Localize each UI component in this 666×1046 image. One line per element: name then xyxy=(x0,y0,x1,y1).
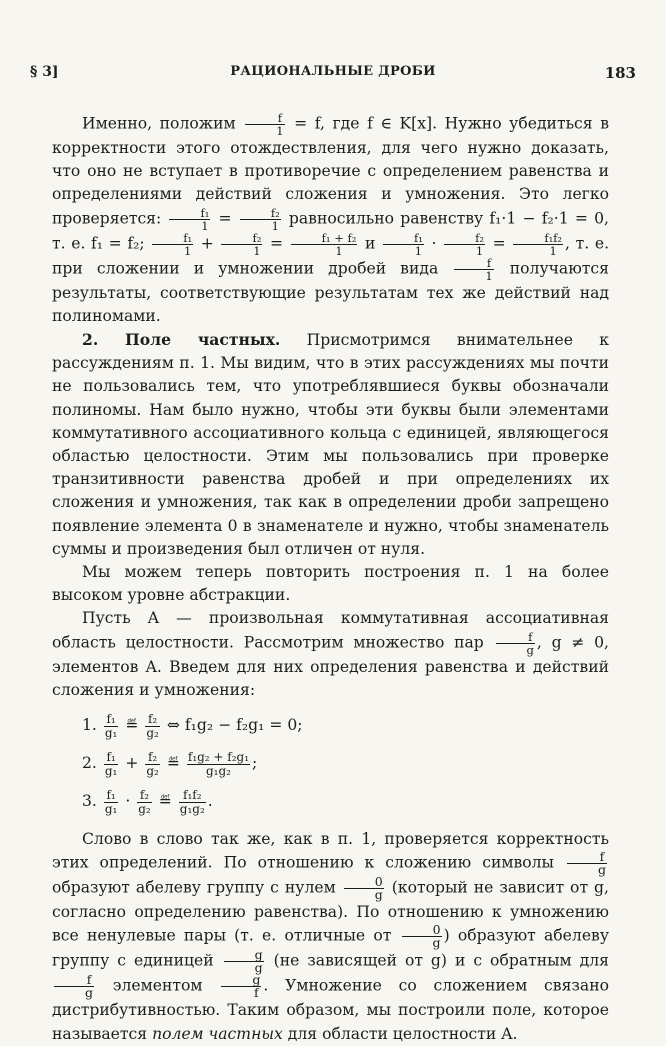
fraction-zero-over-g: $\frac{0}{g}$ xyxy=(402,924,442,949)
fraction-g-over-g: $\frac{g}{g}$ xyxy=(224,949,264,974)
fraction-sum-over-1: $\frac{\text{f₁ + f₂}}{1}$ xyxy=(291,232,358,257)
paragraph-identification: Именно, положим $\frac{f}{1}$ = f, где f ∈ K[x]. Нужно убедиться в корректности этого отождествления, для чего нужно доказать, что оно не вступает в противоречие с определением равенства и определениями действий сложения и умножения. Это легко проверяется: $\frac{\text{f₁}}{1}$ = $\frac{\text{f₂}}{1}$ равносильно равенству f₁·1 − f₂·1 = 0, т. е. f₁ = f₂; $\frac{\text{f₁}}{1}$ + $\frac{\text{f₂}}{1}$ = $\frac{\text{f₁ + f₂}}{1}$ и $\frac{\text{f₁}}{1}$ · $\frac{\text{f₂}}{1}$ = $\frac{\text{f₁f₂}}{1}$ , т. е. при сложении и умножении дробей вида $\frac{f}{1}$ получаются результаты, соответствующие результатам тех же действий над полиномами. xyxy=(52,111,610,325)
fraction-g-over-f: $\frac{g}{f}$ xyxy=(221,974,261,999)
paragraph-abstraction: Мы можем теперь повторить построения п. 1 на более высоком уровне абстракции. xyxy=(52,563,609,605)
fraction-product-over-1: $\frac{\text{f₁f₂}}{1}$ xyxy=(513,232,563,257)
equation-multiplication: 3. $\frac{\text{f₁}}{\text{g₁}}$ · $\frac{\text{f₂}}{\text{g₂}}$ ≝ $\frac{\text{f₁f₂}}{\text{g₁g₂}}$ . xyxy=(82,787,213,816)
paragraph-definitions: Пусть A — произвольная коммутативная ассоциативная область целостности. Рассмотрим множество пар $\frac{f}{g}$ , g ≠ 0, элементов A. Введем для них определения равенства и действий сложения и умножения: xyxy=(52,609,609,699)
fraction-f1-over-1: $\frac{\text{f₁}}{1}$ xyxy=(383,232,424,257)
section-marker: § 3] xyxy=(30,64,59,80)
term-field-of-fractions: полем частных xyxy=(152,1024,283,1043)
fraction-f1-over-1: $\frac{\text{f₁}}{1}$ xyxy=(169,207,210,232)
fraction-f-over-1: $\frac{f}{1}$ xyxy=(245,112,284,137)
fraction-f1-over-1: $\frac{\text{f₁}}{1}$ xyxy=(152,232,193,257)
fraction-f2-over-1: $\frac{\text{f₂}}{1}$ xyxy=(240,207,281,232)
fraction-f-over-g: $\frac{f}{g}$ xyxy=(496,631,535,656)
running-title: РАЦИОНАЛЬНЫЕ ДРОБИ xyxy=(230,64,436,79)
fraction-zero-over-g: $\frac{0}{g}$ xyxy=(344,876,384,901)
definition-list xyxy=(52,706,609,820)
fraction-f-over-g: $\frac{f}{g}$ xyxy=(54,974,94,999)
section-heading: 2. Поле частных. xyxy=(82,330,281,350)
equation-equality: 1. $\frac{\text{f₁}}{\text{g₁}}$ ≝ $\frac{\text{f₂}}{\text{g₂}}$ ⇔ f₁g₂ − f₂g₁ = 0; xyxy=(82,711,303,740)
page-body xyxy=(52,112,609,1046)
paragraph-field-construction: Слово в слово так же, как в п. 1, проверяется корректность этих определений. По отношению к сложению символы $\frac{f}{g}$ образуют абелеву группу с нулем $\frac{0}{g}$ (который не зависит от g, согласно определению равенства). По отношению к умножению все ненулевые пары (т. е. отличные от $\frac{0}{g}$ ) образуют абелеву группу с единицей $\frac{g}{g}$ (не зависящей от g) и с обратным для $\frac{f}{g}$ элементом $\frac{g}{f}$ . Умножение со сложением связано дистрибутивностью. Таким образом, мы построили поле, которое называется полем частных для области целостности A. xyxy=(52,830,609,1043)
fraction-f2-over-1: $\frac{\text{f₂}}{1}$ xyxy=(444,232,485,257)
fraction-f-over-g: $\frac{f}{g}$ xyxy=(567,851,607,876)
fraction-f2-over-1: $\frac{\text{f₂}}{1}$ xyxy=(221,232,262,257)
page-number: 183 xyxy=(604,64,636,82)
equation-addition: 2. $\frac{\text{f₁}}{\text{g₁}}$ + $\frac{\text{f₂}}{\text{g₂}}$ ≝ $\frac{\text{f₁g₂ + f₂g₁}}{\text{g₁g₂}}$ ; xyxy=(82,749,258,778)
paragraph-field-of-fractions: 2. Поле частных. Присмотримся внимательнее к рассуждениям п. 1. Мы видим, что в этих рассуждениях мы почти не пользовались тем, что употреблявшиеся буквы обозначали полиномы. Нам было нужно, чтобы эти буквы были элементами коммутативного ассоциативного кольца с единицей, являющегося областью целостности. Этим мы пользовались при проверке транзитивности равенства дробей и при определениях их сложения и умножения, так как в определении дроби запрещено появление элемента 0 в знаменателе и нужно, чтобы знаменатель суммы и произведения был отличен от нуля. xyxy=(52,330,609,558)
fraction-f-over-1: $\frac{f}{1}$ xyxy=(454,257,493,282)
